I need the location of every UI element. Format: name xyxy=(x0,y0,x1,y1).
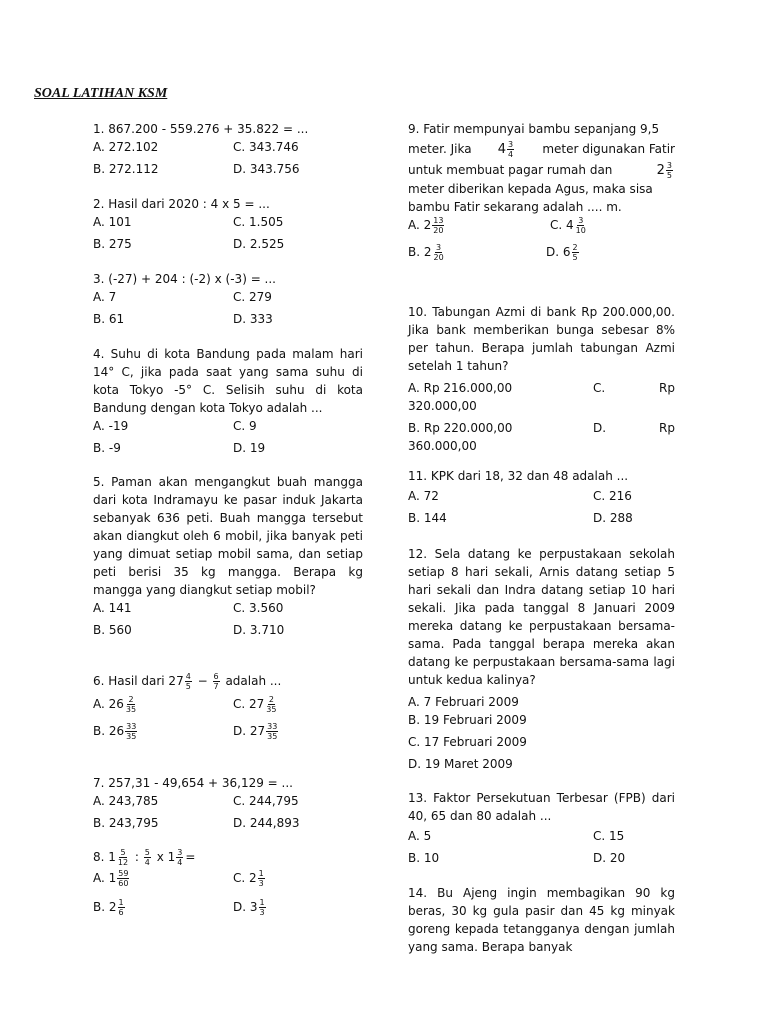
question-stem: 7. 257,31 - 49,654 + 36,129 = ... xyxy=(93,776,293,790)
question-6 xyxy=(93,672,363,741)
option-a: A. 5 xyxy=(408,829,432,843)
option-d: D. 6 $\frac{2}{5}$ xyxy=(546,243,578,262)
option-d: D. 3.710 xyxy=(233,623,285,637)
option-d: D. 3 $\frac{1}{3}$ xyxy=(233,898,265,917)
option-c-value: 320.000,00 xyxy=(408,399,477,413)
option-b: B. 61 xyxy=(93,312,125,326)
question-1 xyxy=(93,120,363,178)
option-b: B. 560 xyxy=(93,623,132,637)
fraction: $\frac{6}{7}$ xyxy=(213,672,219,691)
fraction: $\frac{3}{4}$ xyxy=(177,848,183,867)
option-d: D. 244,893 xyxy=(233,816,300,830)
fraction: $\frac{4}{5}$ xyxy=(185,672,191,691)
option-a: A. 243,785 xyxy=(93,794,159,808)
option-a: A. 72 xyxy=(408,489,439,503)
option-c: C. 279 xyxy=(233,290,272,304)
option-d-currency: Rp xyxy=(659,421,675,435)
stem-text: 8. 1 xyxy=(93,850,116,864)
option-b: B. 26 $\frac{33}{35}$ xyxy=(93,722,137,741)
stem-text: adalah ... xyxy=(225,674,282,688)
option-b: B. Rp 220.000,00 xyxy=(408,421,513,435)
option-d: D. 20 xyxy=(593,851,626,865)
option-a: A. 101 xyxy=(93,215,132,229)
question-7 xyxy=(93,774,363,832)
question-4 xyxy=(93,345,363,457)
question-stem: 12. Sela datang ke perpustakaan sekolah setiap 8 hari sekali, Arnis datang setiap 5 hari sekali dan Indra datang setiap 10 hari sekali. Jika pada tanggal 8 Januari 2009 mereka datang ke perpustakaan bersama-sama. Pada tanggal berapa mereka akan datang ke perpustakaan bersama-sama lagi untuk kedua kalinya? xyxy=(408,547,675,687)
option-a: A. 2 $\frac{13}{20}$ xyxy=(408,216,444,235)
question-10 xyxy=(408,303,675,455)
option-a: A. Rp 216.000,00 xyxy=(408,381,513,395)
option-c: C. 27 $\frac{2}{35}$ xyxy=(233,695,277,714)
question-3 xyxy=(93,270,363,328)
minus-sign: − xyxy=(197,674,208,688)
option-a: A. 141 xyxy=(93,601,132,615)
stem-line: meter diberikan kepada Agus, maka sisa xyxy=(408,182,653,196)
option-b: B. 2 $\frac{1}{6}$ xyxy=(93,898,124,917)
question-12 xyxy=(408,545,675,773)
question-stem: 2. Hasil dari 2020 : 4 x 5 = ... xyxy=(93,197,270,211)
question-stem: 14. Bu Ajeng ingin membagikan 90 kg beras, 30 kg gula pasir dan 45 kg minyak goreng kepada tetangganya dengan jumlah yang sama. Berapa banyak xyxy=(408,886,675,954)
option-a: A. 7 Februari 2009 xyxy=(408,695,519,709)
option-d: D. 19 Maret 2009 xyxy=(408,757,513,771)
option-b: B. 2 $\frac{3}{20}$ xyxy=(408,243,444,262)
option-d: D. xyxy=(593,421,607,435)
option-b: B. 272.112 xyxy=(93,162,159,176)
option-b: B. -9 xyxy=(93,441,121,455)
question-stem xyxy=(93,848,363,867)
equals-sign: = xyxy=(185,850,196,864)
option-c: C. 17 Februari 2009 xyxy=(408,735,527,749)
option-b-row xyxy=(408,419,675,437)
question-stem xyxy=(93,672,363,691)
option-b: B. 243,795 xyxy=(93,816,159,830)
question-stem xyxy=(408,120,675,216)
question-stem: 10. Tabungan Azmi di bank Rp 200.000,00. Jika bank memberikan bunga sebesar 8% per tahun. Berapa jumlah tabungan Azmi setelah 1 tahun? xyxy=(408,305,675,373)
option-c: C. 216 xyxy=(593,489,632,503)
option-c: C. 4 $\frac{3}{10}$ xyxy=(550,216,586,235)
question-5 xyxy=(93,473,363,639)
question-stem: 5. Paman akan mengangkut buah mangga dari kota Indramayu ke pasar induk Jakarta sebanyak 636 peti. Buah mangga tersebut akan diangkut oleh 6 mobil, jika banyak peti yang dimuat setiap mobil sama, dan setiap peti berisi 35 kg mangga. Berapa kg mangga yang diangkut setiap mobil? xyxy=(93,475,363,597)
fraction: $\frac{5}{4}$ xyxy=(144,848,150,867)
question-11 xyxy=(408,467,675,527)
option-d: D. 343.756 xyxy=(233,162,300,176)
question-stem: 13. Faktor Persekutuan Terbesar (FPB) dari 40, 65 dan 80 adalah ... xyxy=(408,791,675,823)
option-c: C. 2 $\frac{1}{3}$ xyxy=(233,869,264,888)
option-c: C. 3.560 xyxy=(233,601,284,615)
operator: x 1 xyxy=(156,850,176,864)
option-d-value: 360.000,00 xyxy=(408,439,477,453)
stem-line: untuk membuat pagar rumah dan 2 $\frac{3}{5}$ xyxy=(408,161,672,180)
option-b: B. 19 Februari 2009 xyxy=(408,713,527,727)
option-a-row xyxy=(408,379,675,397)
fraction: $\frac{5}{12}$ xyxy=(117,848,129,867)
option-a: A. 272.102 xyxy=(93,140,159,154)
option-c: C. 1.505 xyxy=(233,215,284,229)
option-b: B. 275 xyxy=(93,237,132,251)
option-d: D. 288 xyxy=(593,511,633,525)
question-stem: 1. 867.200 - 559.276 + 35.822 = ... xyxy=(93,122,309,136)
option-a: A. 1 $\frac{59}{60}$ xyxy=(93,869,129,888)
option-c-currency: Rp xyxy=(659,381,675,395)
question-2 xyxy=(93,195,363,253)
question-13 xyxy=(408,789,675,867)
option-c: C. 343.746 xyxy=(233,140,299,154)
stem-line: meter. Jika 4 $\frac{3}{4}$ meter digunakan Fatir xyxy=(408,140,675,159)
question-stem: 4. Suhu di kota Bandung pada malam hari 14° C, jika pada saat yang sama suhu di kota Tokyo -5° C. Selisih suhu di kota Bandung dengan kota Tokyo adalah ... xyxy=(93,347,363,415)
option-d: D. 2.525 xyxy=(233,237,285,251)
question-8 xyxy=(93,848,363,917)
option-c: C. xyxy=(593,381,606,395)
question-stem: 11. KPK dari 18, 32 dan 48 adalah ... xyxy=(408,469,629,483)
option-b: B. 10 xyxy=(408,851,440,865)
option-c: C. 9 xyxy=(233,419,257,433)
option-a: A. -19 xyxy=(93,419,129,433)
question-stem: 3. (-27) + 204 : (-2) x (-3) = ... xyxy=(93,272,276,286)
page-title: SOAL LATIHAN KSM xyxy=(34,86,168,101)
option-a: A. 26 $\frac{2}{35}$ xyxy=(93,695,137,714)
stem-text: 6. Hasil dari 27 xyxy=(93,674,184,688)
option-b: B. 144 xyxy=(408,511,447,525)
stem-line: 9. Fatir mempunyai bambu sepanjang 9,5 xyxy=(408,122,660,136)
option-c: C. 244,795 xyxy=(233,794,299,808)
stem-line: bambu Fatir sekarang adalah .... m. xyxy=(408,200,622,214)
option-a: A. 7 xyxy=(93,290,117,304)
option-d: D. 27 $\frac{33}{35}$ xyxy=(233,722,278,741)
option-d: D. 333 xyxy=(233,312,273,326)
option-c: C. 15 xyxy=(593,829,625,843)
option-d: D. 19 xyxy=(233,441,266,455)
question-9 xyxy=(408,120,675,262)
question-14 xyxy=(408,884,675,956)
operator: : xyxy=(134,850,139,864)
